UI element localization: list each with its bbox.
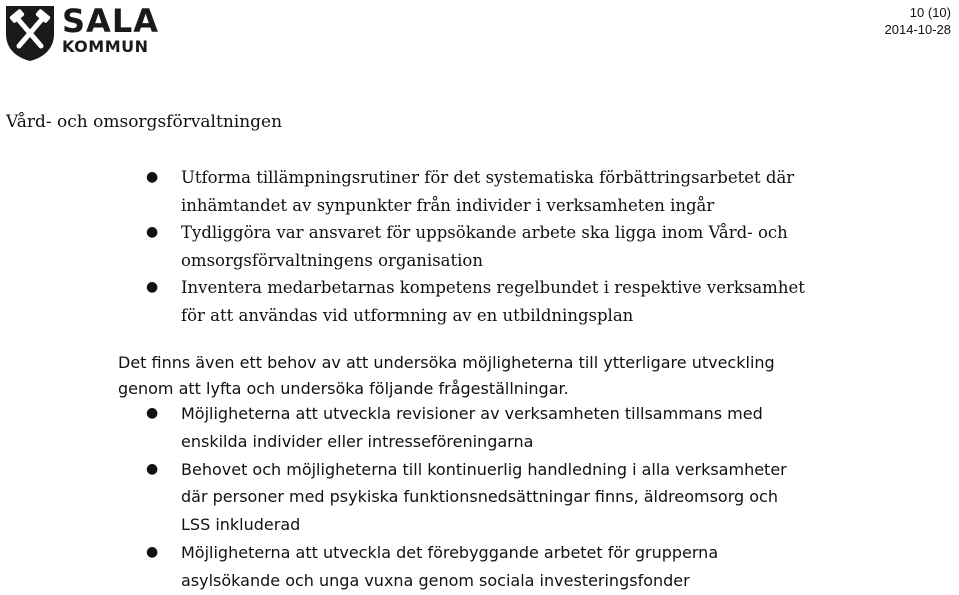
paragraph-line: Det finns även ett behov av att undersöka möjligheterna till ytterligare utveckling <box>118 353 775 372</box>
logo-wordmark <box>62 4 159 55</box>
bullet-icon: ● <box>146 279 159 295</box>
list-item-line: inhämtandet av synpunkter från individer i verksamheten ingår <box>181 195 715 215</box>
list-item-line: Möjligheterna att utveckla det förebyggande arbetet för grupperna <box>181 542 719 562</box>
list-item-line: Utforma tillämpningsrutiner för det systematiska förbättringsarbetet där <box>181 168 795 187</box>
page-info <box>885 4 952 38</box>
list-item-line: Behovet och möjligheterna till kontinuerlig handledning i alla verksamheter <box>181 459 787 479</box>
action-list-1 <box>118 164 938 329</box>
bullet-icon: ● <box>146 405 159 421</box>
list-item <box>118 400 938 456</box>
list-item-line: Tydliggöra var ansvaret för uppsökande arbete ska ligga inom Vård- och <box>181 223 788 242</box>
list-item <box>118 274 938 329</box>
bullet-icon: ● <box>146 460 159 477</box>
logo-kommun-text: KOMMUN <box>62 37 149 56</box>
list-item <box>118 219 938 274</box>
page-number: 10 (10) <box>909 5 951 20</box>
department-name: Vård- och omsorgsförvaltningen <box>6 112 283 132</box>
list-item <box>118 164 938 219</box>
sala-kommun-logo <box>4 4 159 62</box>
bullet-icon: ● <box>146 169 159 185</box>
paragraph-line: genom att lyfta och undersöka följande frågeställningar. <box>118 379 569 398</box>
bullet-icon: ● <box>146 224 159 240</box>
municipal-crest-icon <box>4 4 56 62</box>
bullet-icon: ● <box>146 543 159 560</box>
question-list <box>118 400 938 595</box>
list-item-line: där personer med psykiska funktionsnedsättningar finns, äldreomsorg och <box>181 487 778 507</box>
list-item <box>118 456 938 539</box>
document-date: 2014-10-28 <box>884 22 951 37</box>
list-item-line: LSS inkluderad <box>181 515 301 535</box>
list-item-line: för att användas vid utformning av en utbildningsplan <box>181 305 634 325</box>
logo-sala-text: SALA <box>62 2 159 40</box>
list-item-line: omsorgsförvaltningens organisation <box>181 250 483 270</box>
list-item-line: asylsökande och unga vuxna genom sociala investeringsfonder <box>181 570 690 590</box>
list-item-line: enskilda individer eller intresseföreningarna <box>181 431 534 451</box>
list-item <box>118 539 938 595</box>
paragraph <box>118 350 938 402</box>
list-item-line: Inventera medarbetarnas kompetens regelbundet i respektive verksamhet <box>181 278 805 297</box>
list-item-line: Möjligheterna att utveckla revisioner av verksamheten tillsammans med <box>181 404 763 423</box>
